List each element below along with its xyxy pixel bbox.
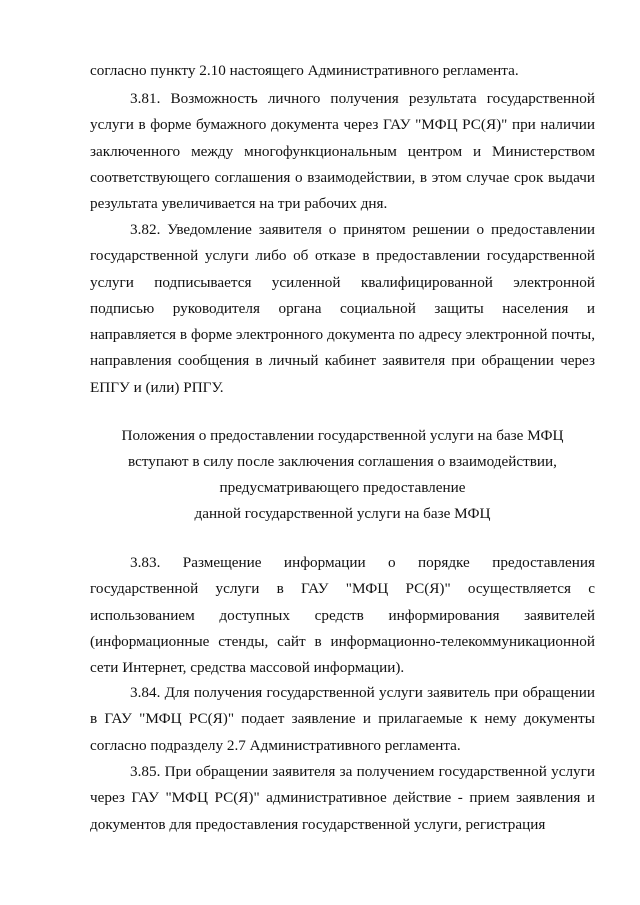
paragraph-3-81: 3.81. Возможность личного получения результата государственной услуги в форме бумажного документа через ГАУ "МФЦ РС(Я)" при наличии заключенного между многофункциональным центром и Министерством соответствующего соглашения о взаимодействии, в этом случае срок выдачи результата увеличивается на три рабочих дня. xyxy=(90,90,595,213)
paragraph-continuation: согласно пункту 2.10 настоящего Административного регламента. xyxy=(90,62,519,79)
section-heading xyxy=(90,423,595,527)
paragraph-3-83: 3.83. Размещение информации о порядке предоставления государственной услуги в ГАУ "МФЦ РС(Я)" осуществляется с использованием доступных средств информирования заявителей (информационные стенды, сайт в информационно-телекоммуникационной сети Интернет, средства массовой информации). xyxy=(90,554,595,677)
section-heading-line-3: предусматривающего предоставление xyxy=(219,479,466,496)
section-heading-line-4: данной государственной услуги на базе МФЦ xyxy=(194,505,491,522)
section-heading-line-2: вступают в силу после заключения соглашения о взаимодействии, xyxy=(128,453,557,470)
section-heading-line-1: Положения о предоставлении государственной услуги на базе МФЦ xyxy=(121,427,564,444)
paragraph-3-85: 3.85. При обращении заявителя за получением государственной услуги через ГАУ "МФЦ РС(Я)" административное действие - прием заявления и документов для предоставления государственной услуги, регистрация xyxy=(90,763,595,833)
paragraph-3-84: 3.84. Для получения государственной услуги заявитель при обращении в ГАУ "МФЦ РС(Я)" подает заявление и прилагаемые к нему документы согласно подразделу 2.7 Административного регламента. xyxy=(90,684,595,754)
paragraph-3-82: 3.82. Уведомление заявителя о принятом решении о предоставлении государственной услуги либо об отказе в предоставлении государственной услуги подписывается усиленной квалифицированной электронной подписью руководителя органа социальной защиты населения и направляется в форме электронного документа по адресу электронной почты, направления сообщения в личный кабинет заявителя при обращении через ЕПГУ и (или) РПГУ. xyxy=(90,221,595,396)
